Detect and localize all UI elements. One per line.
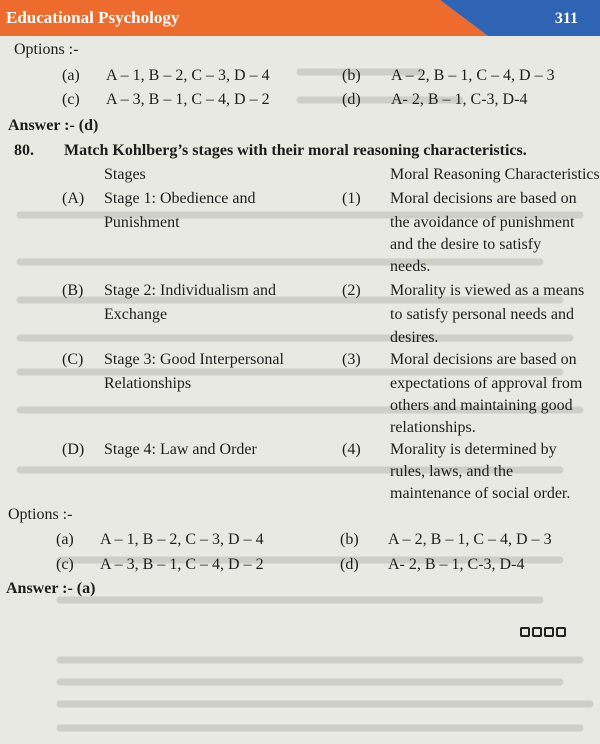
column-header-stages: Stages — [104, 166, 146, 183]
stage-a-line-1: Stage 1: Obedience and — [104, 190, 256, 207]
book-title: Educational Psychology — [6, 8, 180, 27]
stage-a-marker: (A) — [62, 190, 85, 207]
characteristic-1-line-3: and the desire to satisfy — [390, 236, 542, 253]
section-end-ornament — [520, 627, 566, 637]
q79-option-d-marker: (d) — [342, 91, 361, 108]
column-header-characteristics: Moral Reasoning Characteristics — [390, 166, 600, 183]
characteristic-2-line-3: desires. — [390, 329, 439, 346]
characteristic-4-line-1: Morality is determined by — [390, 441, 557, 458]
characteristic-2-line-1: Morality is viewed as a means — [390, 282, 585, 299]
q80-question: Match Kohlberg’s stages with their moral reasoning characteristics. — [64, 142, 527, 159]
ornament-square-icon — [520, 627, 530, 637]
characteristic-4-line-3: maintenance of social order. — [390, 485, 571, 502]
characteristic-1-line-1: Moral decisions are based on — [390, 190, 577, 207]
characteristic-2-marker: (2) — [342, 282, 361, 299]
stage-b-marker: (B) — [62, 282, 84, 299]
q79-answer: Answer :- (d) — [8, 117, 99, 134]
q80-option-b-marker: (b) — [340, 531, 359, 548]
q80-option-b: A – 2, B – 1, C – 4, D – 3 — [388, 531, 552, 548]
q80-option-d: A- 2, B – 1, C-3, D-4 — [388, 556, 525, 573]
q79-option-c-marker: (c) — [62, 91, 80, 108]
characteristic-4-line-2: rules, laws, and the — [390, 463, 514, 480]
page-number: 311 — [554, 10, 578, 27]
q79-options-label: Options :- — [14, 41, 79, 58]
characteristic-3-marker: (3) — [342, 351, 361, 368]
q80-option-a-marker: (a) — [56, 531, 74, 548]
q80-option-c: A – 3, B – 1, C – 4, D – 2 — [100, 556, 264, 573]
q80-option-d-marker: (d) — [340, 556, 359, 573]
q80-options-label: Options :- — [8, 506, 73, 523]
stage-c-line-1: Stage 3: Good Interpersonal — [104, 351, 284, 368]
q79-option-d: A- 2, B – 1, C-3, D-4 — [391, 91, 528, 108]
characteristic-4-marker: (4) — [342, 441, 361, 458]
characteristic-3-line-4: relationships. — [390, 419, 476, 436]
characteristic-3-line-3: others and maintaining good — [390, 397, 573, 414]
characteristic-1-line-4: needs. — [390, 258, 431, 275]
q79-option-b: A – 2, B – 1, C – 4, D – 3 — [391, 67, 555, 84]
characteristic-3-line-1: Moral decisions are based on — [390, 351, 577, 368]
characteristic-2-line-2: to satisfy personal needs and — [390, 306, 574, 323]
q80-number: 80. — [14, 142, 34, 159]
stage-d-marker: (D) — [62, 441, 85, 458]
characteristic-3-line-2: expectations of approval from — [390, 375, 583, 392]
stage-c-marker: (C) — [62, 351, 84, 368]
q79-option-a: A – 1, B – 2, C – 3, D – 4 — [106, 67, 270, 84]
stage-a-line-2: Punishment — [104, 214, 180, 231]
ornament-square-icon — [532, 627, 542, 637]
q79-option-b-marker: (b) — [342, 67, 361, 84]
stage-d-line-1: Stage 4: Law and Order — [104, 441, 257, 458]
ornament-square-icon — [544, 627, 554, 637]
q80-option-c-marker: (c) — [56, 556, 74, 573]
characteristic-1-line-2: the avoidance of punishment — [390, 214, 575, 231]
stage-c-line-2: Relationships — [104, 375, 192, 392]
q80-option-a: A – 1, B – 2, C – 3, D – 4 — [100, 531, 264, 548]
q80-answer: Answer :- (a) — [6, 580, 96, 597]
characteristic-1-marker: (1) — [342, 190, 361, 207]
stage-b-line-2: Exchange — [104, 306, 168, 323]
q79-option-c: A – 3, B – 1, C – 4, D – 2 — [106, 91, 270, 108]
stage-b-line-1: Stage 2: Individualism and — [104, 282, 276, 299]
q79-option-a-marker: (a) — [62, 67, 80, 84]
ornament-square-icon — [556, 627, 566, 637]
